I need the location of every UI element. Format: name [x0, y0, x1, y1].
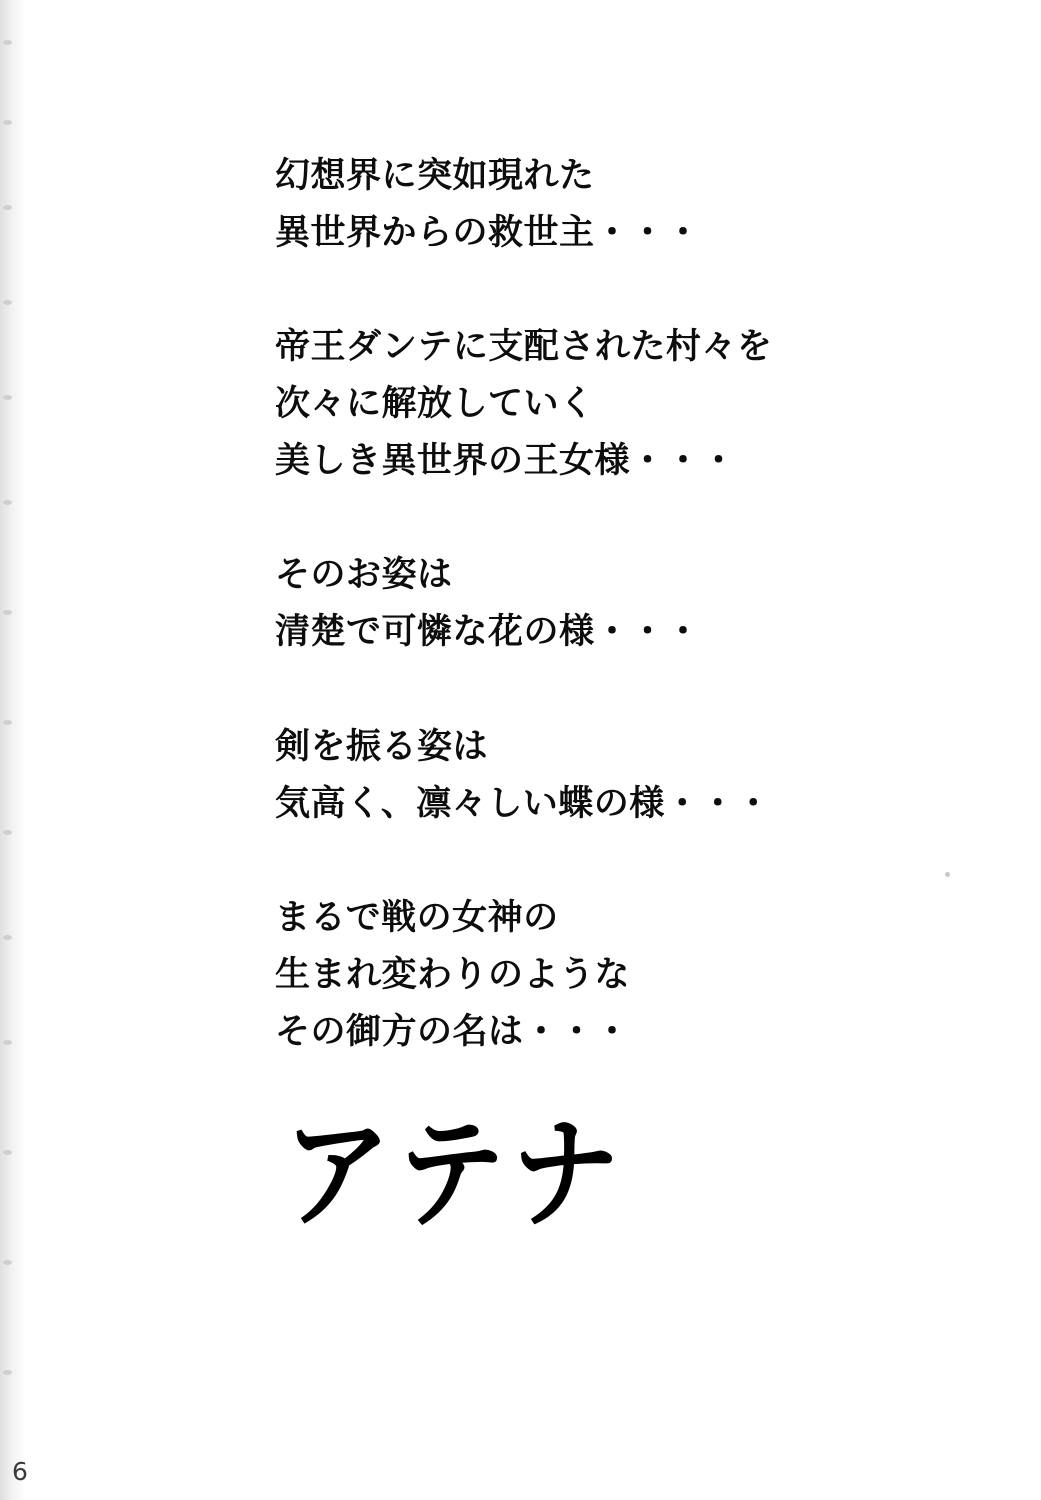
poem-body: [275, 148, 975, 1060]
poem-line: 異世界からの救世主・・・: [275, 212, 702, 253]
poem-line: 幻想界に突如現れた: [275, 156, 595, 196]
poem-line: 美しき異世界の王女様・・・: [275, 440, 737, 481]
poem-line: 清楚で可憐な花の様・・・: [275, 612, 702, 653]
stanza-3: [275, 547, 975, 660]
stanza-1: [275, 148, 975, 261]
poem-line: 気高く、凛々しい蝶の様・・・: [275, 783, 772, 824]
poem-line: 生まれ変わりのような: [275, 954, 631, 995]
title-block: [283, 1105, 626, 1246]
binding-marks: [0, 0, 22, 1500]
poem-line: その御方の名は・・・: [275, 1011, 631, 1052]
poem-line: 帝王ダンテに支配された村々を: [275, 327, 773, 368]
page-number: 6: [12, 1457, 28, 1486]
poem-line: 次々に解放していく: [275, 384, 595, 425]
stanza-4: [275, 719, 975, 832]
page-title: アテナ: [283, 1105, 626, 1246]
poem-line: そのお姿は: [275, 555, 453, 596]
poem-line: 剣を振る姿は: [275, 726, 489, 767]
stanza-2: [275, 319, 975, 489]
stanza-5: [275, 890, 975, 1060]
poem-line: まるで戦の女神の: [275, 898, 559, 939]
